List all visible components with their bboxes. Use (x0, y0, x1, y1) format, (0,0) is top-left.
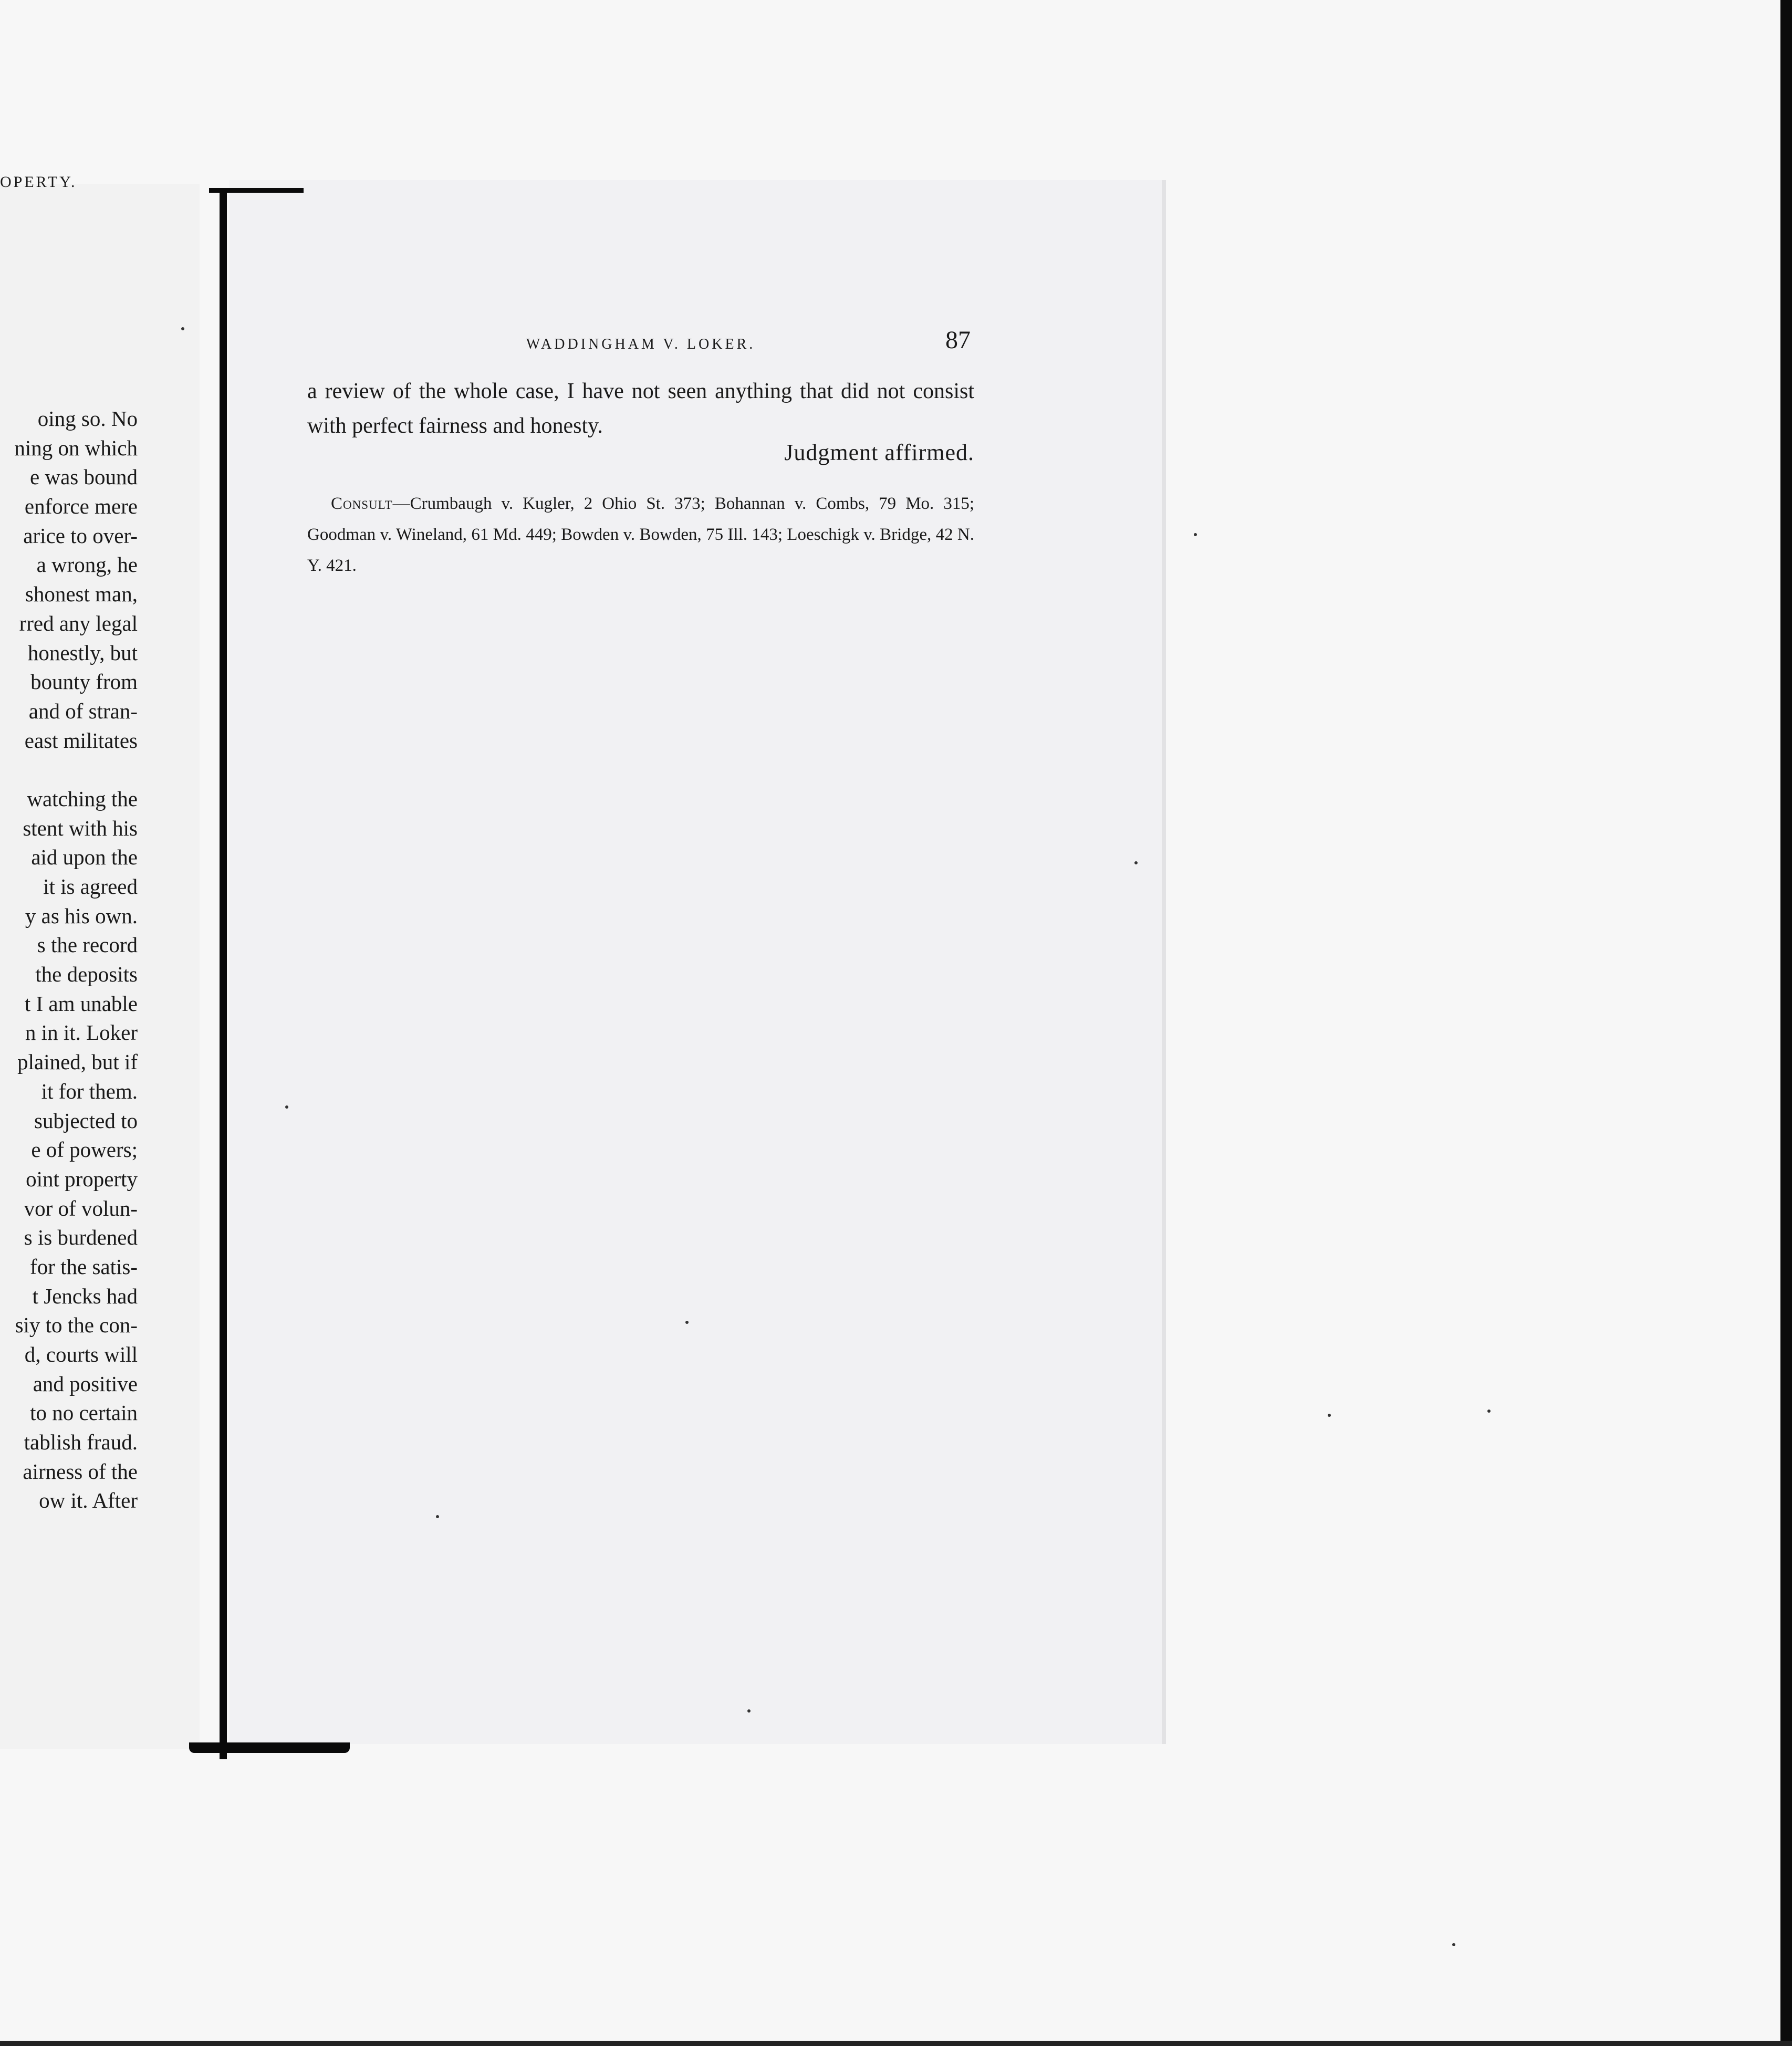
left-page-line: honestly, but (27, 640, 138, 665)
left-page-line: watching the (27, 786, 138, 811)
left-page-line: siy to the con- (15, 1313, 138, 1338)
left-page-line: oing so. No (37, 406, 138, 431)
scan-speck (1194, 533, 1197, 536)
left-page-line: aid upon the (31, 845, 138, 870)
left-page-line: y as his own. (25, 903, 138, 928)
left-page-line: s the record (37, 933, 138, 957)
left-page-line: the deposits (35, 962, 138, 987)
left-page-line: s is burdened (24, 1225, 138, 1250)
left-page-line: t I am unable (24, 991, 138, 1016)
scan-speck (1452, 1943, 1455, 1946)
left-page-line: plained, but if (17, 1050, 138, 1074)
left-page-line: rred any legal (19, 611, 138, 635)
scan-speck (181, 327, 184, 330)
left-page-line: bounty from (30, 670, 138, 694)
left-page-line: oint property (26, 1166, 138, 1191)
left-page-line: vor of volun- (24, 1196, 138, 1220)
left-page-line: enforce mere (24, 494, 138, 519)
body-paragraph: a review of the whole case, I have not seen anything that did not consist with perfect fairness and honesty. (307, 379, 974, 438)
left-page-line: to no certain (30, 1401, 138, 1425)
left-page-line: airness of the (23, 1459, 138, 1484)
scan-bottom-edge (0, 2041, 1792, 2046)
left-page-line: arice to over- (23, 523, 138, 548)
scan-speck (436, 1515, 439, 1518)
left-page-line: ow it. After (39, 1488, 138, 1513)
left-page-line: shonest man, (25, 582, 138, 607)
scan-speck (685, 1321, 689, 1324)
left-page-line: a wrong, he (36, 552, 138, 577)
left-page-line: e was bound (30, 465, 138, 489)
left-page-line: d, courts will (24, 1342, 138, 1366)
left-page-line: east militates (24, 728, 138, 753)
running-head: WADDINGHAM V. LOKER. (526, 336, 756, 352)
left-page-line: stent with his (23, 816, 138, 840)
page-number: 87 (945, 326, 971, 354)
scan-speck (1134, 861, 1138, 864)
scan-frame-edge (1780, 0, 1792, 2046)
left-page-line: ning on which (14, 435, 138, 460)
left-page-line: it for them. (41, 1079, 138, 1103)
left-page-text (0, 404, 138, 1516)
left-page-line: subjected to (34, 1108, 138, 1133)
consult-label: Consult (331, 494, 393, 513)
consult-text: —Crumbaugh v. Kugler, 2 Ohio St. 373; Bohannan v. Combs, 79 Mo. 315; Goodman v. Wineland, 61 Md. 449; Bowden v. Bowden, 75 Ill. 143; Loeschigk v. Bridge, 42 N. Y. 421. (307, 494, 974, 575)
left-page-line: and positive (33, 1371, 138, 1396)
left-page-line: e of powers; (31, 1137, 138, 1162)
judgment-line: Judgment affirmed. (784, 440, 974, 465)
left-page-line (0, 755, 138, 785)
scan-speck (747, 1709, 751, 1713)
scan-speck (285, 1105, 288, 1109)
left-page-line: it is agreed (43, 874, 138, 899)
consult-citations (307, 488, 974, 581)
scan-speck (1487, 1410, 1491, 1413)
left-page-line: and of stran- (28, 698, 138, 723)
left-page-running-head: OPERTY. (0, 173, 77, 191)
left-page-line: n in it. Loker (25, 1020, 138, 1045)
scan-speck (1328, 1414, 1331, 1417)
binding-bracket-bottom (189, 1742, 350, 1753)
left-page-line: tablish fraud. (24, 1430, 138, 1455)
binding-bracket (220, 188, 227, 1759)
binding-bracket-top (209, 188, 304, 193)
left-page-line: t Jencks had (32, 1283, 138, 1308)
left-page-line: for the satis- (30, 1254, 138, 1279)
